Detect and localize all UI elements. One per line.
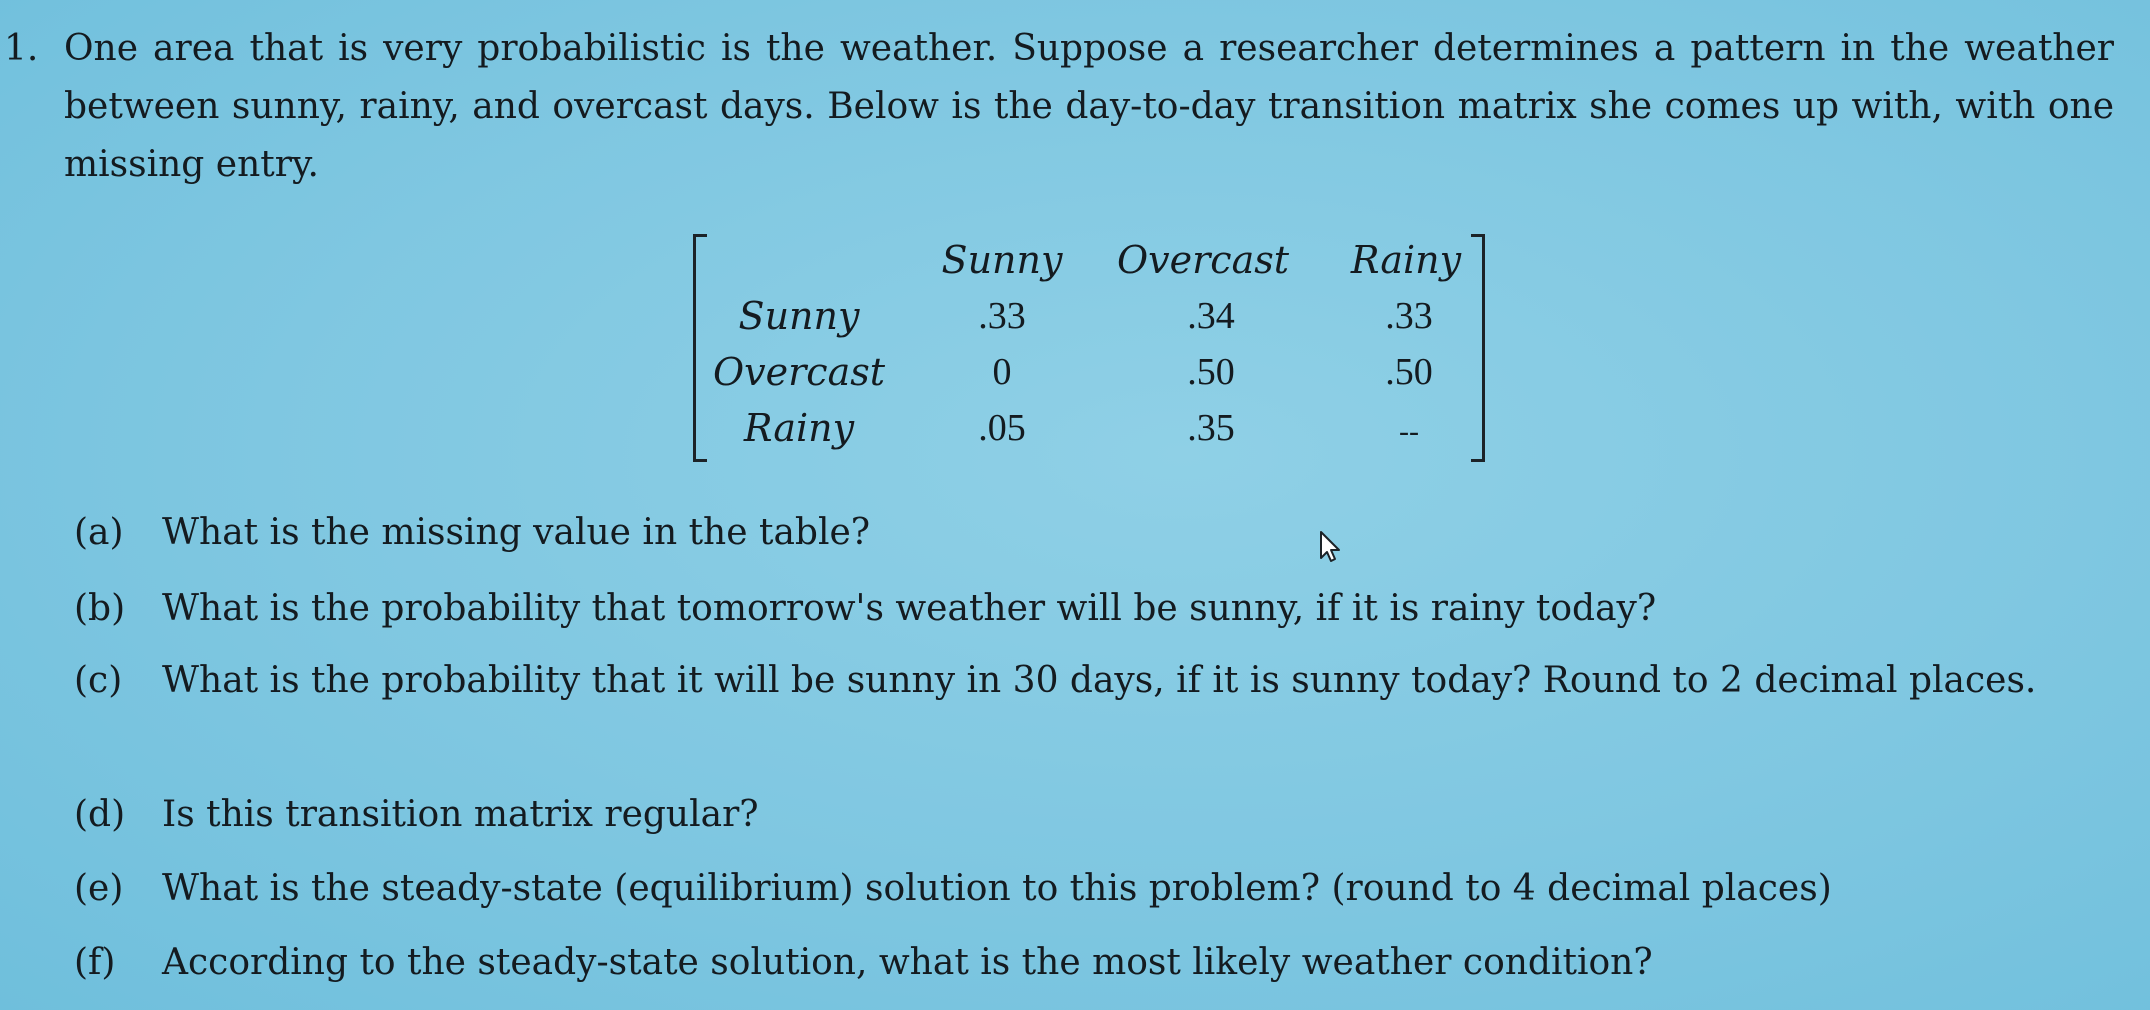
question-label-d: (d) [74,794,126,835]
matrix-cell: .33 [1385,295,1433,337]
matrix-cell: 0 [992,351,1012,393]
question-label-b: (b) [74,588,126,629]
question-label-f: (f) [74,942,116,983]
question-text-b: What is the probability that tomorrow's weather will be sunny, if it is rainy today? [162,588,1657,629]
matrix-col-header-rainy: Rainy [1350,238,1462,282]
matrix-cell: .35 [1187,407,1235,449]
matrix-col-header-sunny: Sunny [941,238,1063,282]
mouse-pointer-icon [1318,530,1344,564]
matrix-cell: .50 [1187,351,1235,393]
problem-number: 1. [4,28,39,69]
question-text-d: Is this transition matrix regular? [162,794,759,835]
question-label-c: (c) [74,660,123,701]
question-text-e: What is the steady-state (equilibrium) solution to this problem? (round to 4 decimal places) [162,868,1832,909]
matrix-col-header-overcast: Overcast [1117,238,1289,282]
matrix-cell: .34 [1187,295,1235,337]
matrix-row-label-sunny: Sunny [738,294,860,338]
matrix-missing-cell: -- [1399,415,1419,448]
question-text-f: According to the steady-state solution, what is the most likely weather condition? [162,942,1653,983]
question-text-a: What is the missing value in the table? [162,512,871,553]
question-label-e: (e) [74,868,124,909]
question-text-c: What is the probability that it will be sunny in 30 days, if it is sunny today? Round to 2 decimal places. [162,660,2037,701]
matrix-row-label-overcast: Overcast [713,350,885,394]
question-label-a: (a) [74,512,124,553]
problem-intro: One area that is very probabilistic is the weather. Suppose a researcher determines a pattern in the weather between sunny, rainy, and overcast days. Below is the day-to-day transition matrix she comes up with, with one missing entry. [64,28,2114,185]
matrix-row-label-rainy: Rainy [743,406,855,450]
matrix-cell: .33 [978,295,1026,337]
matrix-cell: .50 [1385,351,1433,393]
matrix-cell: .05 [978,407,1026,449]
